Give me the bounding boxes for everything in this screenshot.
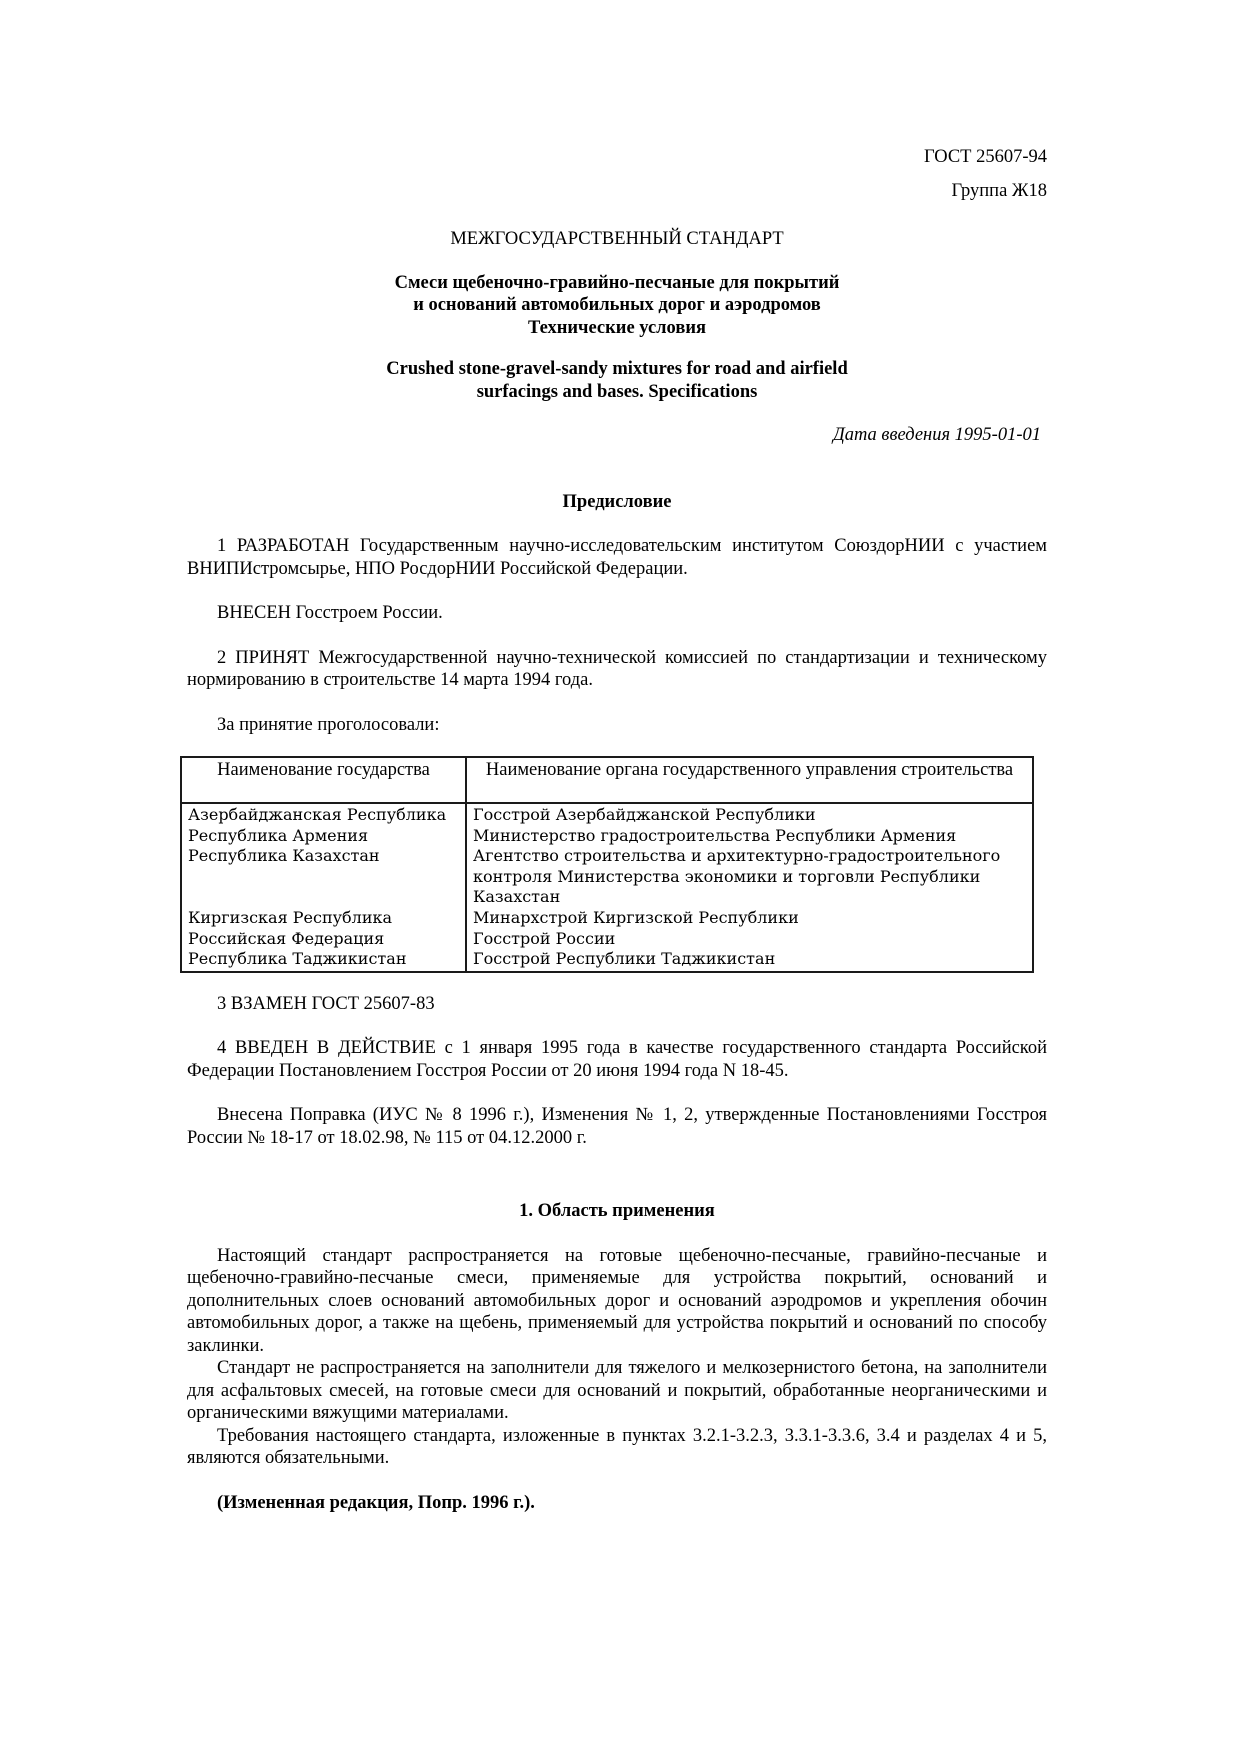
section-1-heading: 1. Область применения bbox=[519, 1201, 715, 1222]
doc-number: ГОСТ 25607-94 bbox=[924, 147, 1047, 167]
foreword-paragraph-6: 4 ВВЕДЕН В ДЕЙСТВИЕ с 1 января 1995 года в качестве государственного стандарта Российской Федерации Постановлением Госстроя России от 20 июня 1994 года N 18-45. bbox=[187, 1038, 1047, 1081]
voting-table bbox=[180, 756, 1034, 973]
document-page bbox=[187, 146, 1047, 1514]
foreword-paragraph-7: Внесена Поправка (ИУС № 8 1996 г.), Изменения № 1, 2, утвержденные Постановлениями Госстроя России № 18-17 от 18.02.98, № 115 от 04.12.2000 г. bbox=[187, 1105, 1047, 1148]
table-header-state: Наименование государства bbox=[181, 757, 466, 803]
table-cell-authority: Агентство строительства и архитектурно-градостроительного контроля Министерства экономики и торговли Республики Казахстан bbox=[466, 846, 1033, 908]
title-ru-line: Смеси щебеночно-гравийно-песчаные для покрытий bbox=[394, 272, 840, 293]
table-cell-authority: Госстрой Республики Таджикистан bbox=[466, 949, 1033, 972]
title-en bbox=[187, 358, 1047, 403]
table-cell-state: Российская Федерация bbox=[181, 929, 466, 950]
table-cell-state: Азербайджанская Республика bbox=[181, 803, 466, 826]
foreword-paragraph-4: За принятие проголосовали: bbox=[217, 714, 440, 735]
table-row bbox=[181, 803, 1033, 826]
table-row bbox=[181, 908, 1033, 929]
table-header-row bbox=[181, 757, 1033, 803]
title-en-line: surfacings and bases. Specifications bbox=[476, 381, 758, 402]
title-en-line: Crushed stone-gravel-sandy mixtures for road and airfield bbox=[386, 359, 848, 379]
foreword-heading: Предисловие bbox=[562, 491, 672, 512]
standard-type: МЕЖГОСУДАРСТВЕННЫЙ СТАНДАРТ bbox=[450, 229, 784, 249]
table-row bbox=[181, 929, 1033, 950]
table-row bbox=[181, 949, 1033, 972]
table-header-authority: Наименование органа государственного управления строительства bbox=[466, 757, 1033, 803]
section-1-paragraph-2: Стандарт не распространяется на заполнители для тяжелого и мелкозернистого бетона, на заполнители для асфальтовых смесей, на готовые смеси для оснований и покрытий, обработанные неорганическими и органическими вяжущими материалами. bbox=[187, 1358, 1047, 1424]
section-1-paragraph-3: Требования настоящего стандарта, изложенные в пунктах 3.2.1-3.2.3, 3.3.1-3.3.6, 3.4 и разделах 4 и 5, являются обязательными. bbox=[187, 1425, 1047, 1469]
title-ru-line: Технические условия bbox=[528, 317, 706, 338]
table-cell-authority: Госстрой Азербайджанской Республики bbox=[466, 803, 1033, 826]
title-ru-line: и оснований автомобильных дорог и аэродромов bbox=[413, 295, 821, 315]
table-cell-state: Республика Таджикистан bbox=[181, 949, 466, 972]
table-cell-state: Республика Армения bbox=[181, 826, 466, 847]
table-row bbox=[181, 826, 1033, 847]
table-cell-authority: Минархстрой Киргизской Республики bbox=[466, 908, 1033, 929]
foreword-paragraph-5: 3 ВЗАМЕН ГОСТ 25607-83 bbox=[217, 993, 435, 1014]
section-1-paragraph-1: Настоящий стандарт распространяется на готовые щебеночно-песчаные, гравийно-песчаные и щебеночно-гравийно-песчаные смеси, применяемые для устройства покрытий, оснований и дополнительных слоев оснований автомобильных дорог и оснований аэродромов и укрепления обочин автомобильных дорог, а также на щебень, применяемый для устройства покрытий и оснований по способу заклинки. bbox=[187, 1245, 1047, 1356]
intro-date: Дата введения 1995-01-01 bbox=[832, 425, 1041, 445]
revision-note: (Измененная редакция, Попр. 1996 г.). bbox=[217, 1492, 535, 1513]
foreword-paragraph-2: ВНЕСЕН Госстроем России. bbox=[217, 603, 443, 623]
foreword-paragraph-1: 1 РАЗРАБОТАН Государственным научно-исследовательским институтом СоюздорНИИ с участием ВНИПИстромсырье, НПО РосдорНИИ Российской Федерации. bbox=[187, 536, 1047, 579]
table-cell-authority: Госстрой России bbox=[466, 929, 1033, 950]
table-row bbox=[181, 846, 1033, 908]
title-ru bbox=[187, 272, 1047, 340]
table-cell-state: Республика Казахстан bbox=[181, 846, 466, 908]
table-cell-authority: Министерство градостроительства Республики Армения bbox=[466, 826, 1033, 847]
doc-group: Группа Ж18 bbox=[951, 180, 1047, 201]
foreword-paragraph-3: 2 ПРИНЯТ Межгосударственной научно-технической комиссией по стандартизации и техническому нормированию в строительстве 14 марта 1994 года. bbox=[187, 647, 1047, 690]
table-cell-state: Киргизская Республика bbox=[181, 908, 466, 929]
